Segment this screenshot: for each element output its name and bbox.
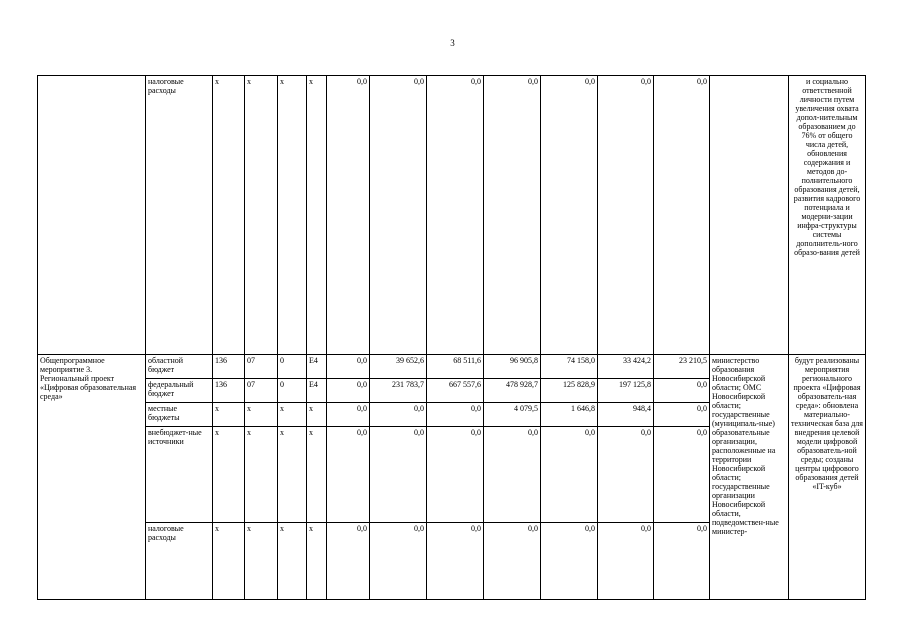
- source-cell: внебюджет-ные источники: [146, 427, 213, 523]
- result-cell: будут реализованы мероприятия регионального проекта «Цифровая образователь-ная среда»: обновлена материально-техническая база для внедрения целевой модели цифровой образователь-ной среды; созданы центры цифрового образования детей «IT-куб»: [789, 355, 866, 600]
- value-cell: 0,0: [427, 403, 484, 427]
- code-cell: x: [307, 523, 327, 600]
- measure-name-cell: Общепрограммное мероприятие 3. Региональный проект «Цифровая образовательная среда»: [38, 355, 146, 600]
- value-cell: 125 828,9: [541, 379, 598, 403]
- code-cell: x: [278, 427, 307, 523]
- code-cell: 0: [278, 355, 307, 379]
- value-cell: 0,0: [598, 427, 654, 523]
- value-cell: 0,0: [541, 523, 598, 600]
- value-cell: 0,0: [598, 523, 654, 600]
- value-cell: 0,0: [654, 427, 710, 523]
- value-cell: 0,0: [327, 379, 370, 403]
- code-cell: x: [213, 427, 245, 523]
- code-cell: x: [213, 403, 245, 427]
- value-cell: 0,0: [654, 523, 710, 600]
- value-cell: 0,0: [427, 523, 484, 600]
- code-cell: x: [213, 523, 245, 600]
- code-cell: x: [245, 76, 278, 355]
- code-cell: x: [245, 403, 278, 427]
- code-cell: x: [307, 76, 327, 355]
- value-cell: 0,0: [654, 76, 710, 355]
- executors-cell: министерство образования Новосибирской области; ОМС Новосибирской области; государственные (муниципаль-ные) образовательные организации, расположенные на территории Новосибирской области; государственные организации Новосибирской области, подведомствен-ные министер-: [710, 355, 789, 600]
- value-cell: 0,0: [370, 76, 427, 355]
- code-cell: 07: [245, 379, 278, 403]
- value-cell: 68 511,6: [427, 355, 484, 379]
- financing-table: [37, 75, 866, 600]
- value-cell: 0,0: [370, 427, 427, 523]
- value-cell: 0,0: [598, 76, 654, 355]
- value-cell: 0,0: [327, 403, 370, 427]
- value-cell: 197 125,8: [598, 379, 654, 403]
- value-cell: 0,0: [327, 76, 370, 355]
- value-cell: 39 652,6: [370, 355, 427, 379]
- value-cell: 4 079,5: [484, 403, 541, 427]
- code-cell: x: [213, 76, 245, 355]
- code-cell: x: [278, 76, 307, 355]
- empty-cell: [710, 76, 789, 355]
- value-cell: 948,4: [598, 403, 654, 427]
- table-row: [38, 76, 866, 355]
- source-cell: местные бюджеты: [146, 403, 213, 427]
- source-cell: федеральный бюджет: [146, 379, 213, 403]
- result-cell: и социально ответственной личности путем увеличения охвата допол-нительным образованием до 76% от общего числа детей, обновления содержания и методов до-полнительного образования детей, развития кадрового потенциала и модерни-зации инфра-структуры системы дополнитель-ного образо-вания детей: [789, 76, 866, 355]
- value-cell: 0,0: [541, 76, 598, 355]
- value-cell: 96 905,8: [484, 355, 541, 379]
- value-cell: 33 424,2: [598, 355, 654, 379]
- code-cell: x: [245, 427, 278, 523]
- value-cell: 0,0: [327, 355, 370, 379]
- empty-cell: [38, 76, 146, 355]
- code-cell: E4: [307, 355, 327, 379]
- value-cell: 0,0: [654, 379, 710, 403]
- source-cell: налоговые расходы: [146, 76, 213, 355]
- value-cell: 0,0: [484, 523, 541, 600]
- code-cell: x: [245, 523, 278, 600]
- code-cell: E4: [307, 379, 327, 403]
- value-cell: 478 928,7: [484, 379, 541, 403]
- code-cell: 0: [278, 379, 307, 403]
- source-cell: налоговые расходы: [146, 523, 213, 600]
- code-cell: 07: [245, 355, 278, 379]
- value-cell: 23 210,5: [654, 355, 710, 379]
- value-cell: 0,0: [370, 523, 427, 600]
- code-cell: 136: [213, 379, 245, 403]
- value-cell: 231 783,7: [370, 379, 427, 403]
- table-row: [38, 355, 866, 379]
- code-cell: x: [307, 427, 327, 523]
- value-cell: 0,0: [427, 76, 484, 355]
- code-cell: x: [278, 403, 307, 427]
- value-cell: 1 646,8: [541, 403, 598, 427]
- value-cell: 0,0: [327, 427, 370, 523]
- value-cell: 0,0: [484, 76, 541, 355]
- value-cell: 74 158,0: [541, 355, 598, 379]
- code-cell: 136: [213, 355, 245, 379]
- value-cell: 667 557,6: [427, 379, 484, 403]
- source-cell: областной бюджет: [146, 355, 213, 379]
- value-cell: 0,0: [541, 427, 598, 523]
- code-cell: x: [278, 523, 307, 600]
- code-cell: x: [307, 403, 327, 427]
- page-number: 3: [450, 38, 455, 48]
- value-cell: 0,0: [370, 403, 427, 427]
- value-cell: 0,0: [654, 403, 710, 427]
- value-cell: 0,0: [327, 523, 370, 600]
- value-cell: 0,0: [427, 427, 484, 523]
- value-cell: 0,0: [484, 427, 541, 523]
